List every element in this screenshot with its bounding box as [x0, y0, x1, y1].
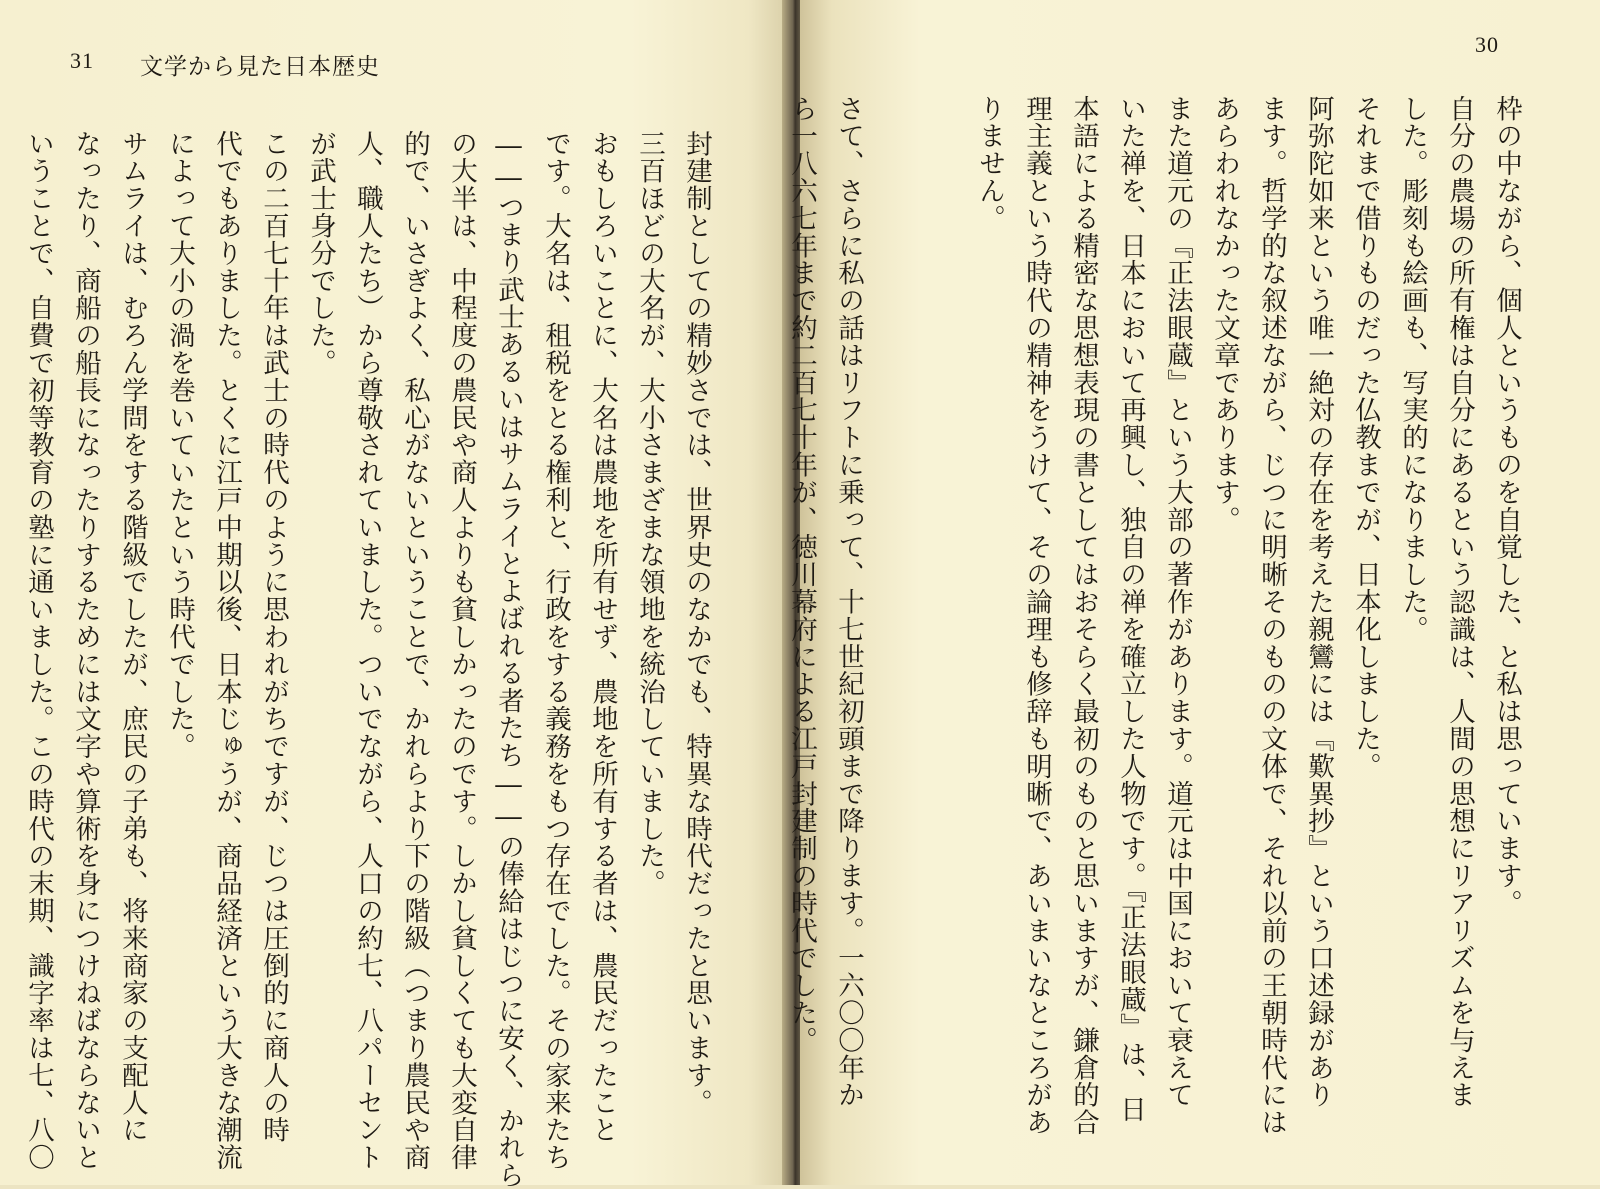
blank-line	[919, 95, 966, 1135]
blank-line	[872, 95, 919, 1135]
text-line: また道元の『正法眼蔵』という大部の著作があります。道元は中国において衰えて	[1162, 95, 1193, 1109]
text-line: いうことで、自費で初等教育の塾に通いました。この時代の末期、識字率は七、八〇	[23, 130, 54, 1172]
text-line: 代でもありました。とくに江戸中期以後、日本じゅうが、商品経済という大きな潮流	[211, 130, 242, 1172]
text-line: です。大名は、租税をとる権利と、行政をする義務をもつ存在でした。その家来たち	[540, 130, 571, 1172]
text-line: 理主義という時代の精神をうけて、その論理も修辞も明晰で、あいまいなところがあ	[1021, 95, 1052, 1137]
text-line: ます。哲学的な叙述ながら、じつに明晰そのものの文体で、それ以前の王朝時代には	[1256, 95, 1287, 1137]
text-line: あらわれなかった文章であります。	[1209, 95, 1240, 534]
left-page	[0, 0, 788, 1189]
text-line: が武士身分でした。	[305, 130, 336, 377]
text-line: それまで借りものだった仏教までが、日本化しました。	[1350, 95, 1381, 780]
text-line: 阿弥陀如来という唯一絶対の存在を考えた親鸞には『歎異抄』という口述録があり	[1303, 95, 1334, 1109]
running-title: 文学から見た日本歴史	[140, 54, 380, 80]
text-line: ――つまり武士あるいはサムライとよばれる者たち――の俸給はじつに安く、かれら	[493, 130, 524, 1189]
right-page-body	[786, 95, 1530, 1137]
text-line: 的で、いさぎよく、私心がないということで、かれらより下の階級（つまり農民や商	[399, 130, 430, 1172]
text-line: この二百七十年は武士の時代のように思われがちですが、じつは圧倒的に商人の時	[258, 130, 289, 1144]
text-line: 三百ほどの大名が、大小さまざまな領地を統治していました。	[634, 130, 665, 898]
text-line: 自分の農場の所有権は自分にあるという認識は、人間の思想にリアリズムを与えま	[1444, 95, 1475, 1109]
text-line: 枠の中ながら、個人というものを自覚した、と私は思っています。	[1491, 95, 1522, 917]
text-line: の大半は、中程度の農民や商人よりも貧しかったのです。しかし貧しくても大変自律	[446, 130, 477, 1172]
text-line: りません。	[974, 95, 1005, 232]
text-line: した。彫刻も絵画も、写実的になりました。	[1397, 95, 1428, 643]
text-line: 人、職人たち）から尊敬されていました。ついでながら、人口の約七、八パーセント	[352, 130, 383, 1172]
text-line: ら一八六七年まで約二百七十年が、徳川幕府による江戸封建制の時代でした。	[786, 95, 817, 1054]
text-line: いた禅を、日本において再興し、独自の禅を確立した人物です。『正法眼蔵』は、日	[1115, 95, 1146, 1123]
text-line: サムライは、むろん学問をする階級でしたが、庶民の子弟も、将来商家の支配人に	[117, 130, 148, 1144]
text-line: なったり、商船の船長になったりするためには文字や算術を身につけねばならないと	[70, 130, 101, 1172]
text-line: おもしろいことに、大名は農地を所有せず、農地を所有する者は、農民だったこと	[587, 130, 618, 1144]
right-page	[786, 0, 1600, 1185]
text-line: 本語による精密な思想表現の書としてはおそらく最初のものと思いますが、鎌倉的合	[1068, 95, 1099, 1137]
right-page-number: 30	[1475, 32, 1499, 57]
text-line: さて、さらに私の話はリフトに乗って、十七世紀初頭まで降ります。一六〇〇年か	[833, 95, 864, 1109]
left-page-body	[23, 130, 720, 1189]
text-line: 封建制としての精妙さでは、世界史のなかでも、特異な時代だったと思います。	[681, 130, 712, 1117]
text-line: によって大小の渦を巻いていたという時代でした。	[164, 130, 195, 761]
left-page-number: 31	[70, 48, 94, 73]
